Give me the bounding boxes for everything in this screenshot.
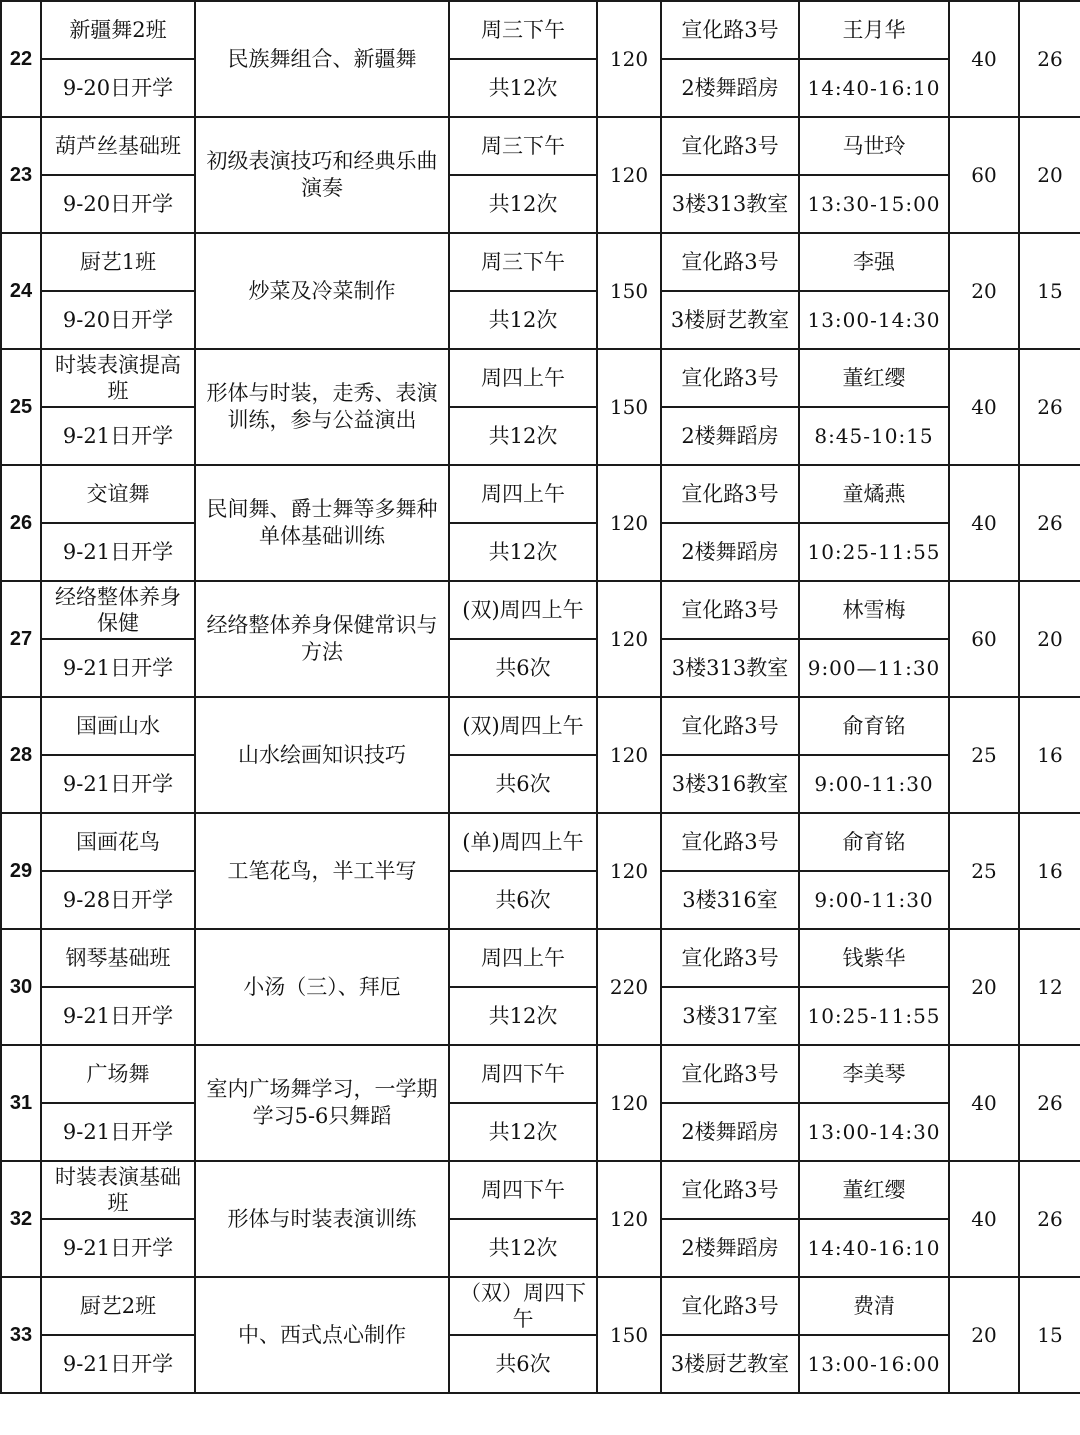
- course-number: 30: [1, 929, 41, 1045]
- course-room: 3楼313教室: [661, 639, 799, 697]
- course-fee: 150: [597, 1277, 661, 1393]
- course-schedule: (双)周四上午: [449, 697, 597, 755]
- table-row: [1, 1219, 1080, 1277]
- course-start-date: 9-21日开学: [41, 639, 195, 697]
- course-time: 8:45-10:15: [799, 407, 949, 465]
- course-schedule: 周三下午: [449, 233, 597, 291]
- course-sessions: 共12次: [449, 59, 597, 117]
- course-place: 宣化路3号: [661, 1277, 799, 1335]
- table-row: [1, 407, 1080, 465]
- course-fee: 120: [597, 581, 661, 697]
- course-room: 3楼厨艺教室: [661, 291, 799, 349]
- course-name: 国画山水: [41, 697, 195, 755]
- course-time: 9:00—11:30: [799, 639, 949, 697]
- course-name: 广场舞: [41, 1045, 195, 1103]
- course-time: 13:30-15:00: [799, 175, 949, 233]
- course-fee: 120: [597, 117, 661, 233]
- course-content: 炒菜及冷菜制作: [195, 233, 449, 349]
- course-start-date: 9-21日开学: [41, 755, 195, 813]
- course-name: 厨艺1班: [41, 233, 195, 291]
- table-row: [1, 1161, 1080, 1219]
- course-sessions: 共12次: [449, 407, 597, 465]
- course-teacher: 林雪梅: [799, 581, 949, 639]
- course-capacity: 60: [949, 117, 1019, 233]
- course-content: 民间舞、爵士舞等多舞种单体基础训练: [195, 465, 449, 581]
- course-number: 23: [1, 117, 41, 233]
- course-count: 16: [1019, 697, 1080, 813]
- course-name: 经络整体养身保健: [41, 581, 195, 639]
- course-time: 9:00-11:30: [799, 755, 949, 813]
- course-number: 28: [1, 697, 41, 813]
- course-schedule: 周三下午: [449, 1, 597, 59]
- course-teacher: 马世玲: [799, 117, 949, 175]
- course-count: 12: [1019, 929, 1080, 1045]
- course-name: 交谊舞: [41, 465, 195, 523]
- course-content: 形体与时装表演训练: [195, 1161, 449, 1277]
- table-row: [1, 871, 1080, 929]
- course-room: 2楼舞蹈房: [661, 59, 799, 117]
- course-room: 2楼舞蹈房: [661, 407, 799, 465]
- course-count: 15: [1019, 1277, 1080, 1393]
- table-row: [1, 755, 1080, 813]
- course-place: 宣化路3号: [661, 929, 799, 987]
- table-row: [1, 59, 1080, 117]
- course-count: 26: [1019, 349, 1080, 465]
- course-teacher: 王月华: [799, 1, 949, 59]
- course-content: 形体与时装，走秀、表演训练，参与公益演出: [195, 349, 449, 465]
- course-time: 13:00-16:00: [799, 1335, 949, 1393]
- course-count: 26: [1019, 465, 1080, 581]
- course-number: 27: [1, 581, 41, 697]
- table-row: [1, 523, 1080, 581]
- course-start-date: 9-20日开学: [41, 175, 195, 233]
- course-number: 25: [1, 349, 41, 465]
- course-fee: 150: [597, 233, 661, 349]
- course-place: 宣化路3号: [661, 1161, 799, 1219]
- table-row: [1, 639, 1080, 697]
- course-start-date: 9-21日开学: [41, 523, 195, 581]
- course-start-date: 9-21日开学: [41, 1335, 195, 1393]
- course-sessions: 共12次: [449, 291, 597, 349]
- course-teacher: 俞育铭: [799, 813, 949, 871]
- course-number: 29: [1, 813, 41, 929]
- course-fee: 120: [597, 1045, 661, 1161]
- course-sessions: 共6次: [449, 871, 597, 929]
- table-row: [1, 349, 1080, 407]
- course-teacher: 董红缨: [799, 1161, 949, 1219]
- course-content: 中、西式点心制作: [195, 1277, 449, 1393]
- course-start-date: 9-21日开学: [41, 987, 195, 1045]
- course-number: 32: [1, 1161, 41, 1277]
- course-fee: 120: [597, 465, 661, 581]
- course-capacity: 20: [949, 233, 1019, 349]
- table-row: [1, 697, 1080, 755]
- course-capacity: 40: [949, 349, 1019, 465]
- course-name: 时装表演提高班: [41, 349, 195, 407]
- course-count: 26: [1019, 1161, 1080, 1277]
- course-schedule: 周四下午: [449, 1161, 597, 1219]
- table-row: [1, 1045, 1080, 1103]
- course-time: 14:40-16:10: [799, 59, 949, 117]
- course-fee: 120: [597, 697, 661, 813]
- course-schedule: 周四上午: [449, 465, 597, 523]
- course-place: 宣化路3号: [661, 697, 799, 755]
- table-row: [1, 1, 1080, 59]
- course-teacher: 董红缨: [799, 349, 949, 407]
- course-room: 3楼厨艺教室: [661, 1335, 799, 1393]
- course-place: 宣化路3号: [661, 581, 799, 639]
- course-number: 31: [1, 1045, 41, 1161]
- course-schedule: (单)周四上午: [449, 813, 597, 871]
- table-row: [1, 813, 1080, 871]
- course-start-date: 9-21日开学: [41, 407, 195, 465]
- course-capacity: 25: [949, 697, 1019, 813]
- course-sessions: 共12次: [449, 987, 597, 1045]
- course-sessions: 共12次: [449, 523, 597, 581]
- course-fee: 120: [597, 1161, 661, 1277]
- table-row: [1, 987, 1080, 1045]
- course-capacity: 20: [949, 1277, 1019, 1393]
- course-capacity: 60: [949, 581, 1019, 697]
- table-row: [1, 175, 1080, 233]
- course-fee: 120: [597, 813, 661, 929]
- course-content: 民族舞组合、新疆舞: [195, 1, 449, 117]
- course-schedule: 周四上午: [449, 929, 597, 987]
- course-start-date: 9-20日开学: [41, 291, 195, 349]
- course-number: 22: [1, 1, 41, 117]
- course-sessions: 共6次: [449, 755, 597, 813]
- course-time: 13:00-14:30: [799, 291, 949, 349]
- course-schedule: (双)周四上午: [449, 581, 597, 639]
- course-content: 初级表演技巧和经典乐曲演奏: [195, 117, 449, 233]
- course-capacity: 25: [949, 813, 1019, 929]
- course-start-date: 9-20日开学: [41, 59, 195, 117]
- course-name: 时装表演基础班: [41, 1161, 195, 1219]
- course-room: 3楼313教室: [661, 175, 799, 233]
- course-place: 宣化路3号: [661, 813, 799, 871]
- course-name: 钢琴基础班: [41, 929, 195, 987]
- course-teacher: 费清: [799, 1277, 949, 1335]
- course-number: 24: [1, 233, 41, 349]
- course-capacity: 40: [949, 1, 1019, 117]
- course-capacity: 20: [949, 929, 1019, 1045]
- course-room: 2楼舞蹈房: [661, 1219, 799, 1277]
- course-capacity: 40: [949, 1161, 1019, 1277]
- course-time: 14:40-16:10: [799, 1219, 949, 1277]
- course-fee: 120: [597, 1, 661, 117]
- course-time: 13:00-14:30: [799, 1103, 949, 1161]
- course-content: 山水绘画知识技巧: [195, 697, 449, 813]
- course-place: 宣化路3号: [661, 1, 799, 59]
- course-name: 葫芦丝基础班: [41, 117, 195, 175]
- course-number: 26: [1, 465, 41, 581]
- course-name: 国画花鸟: [41, 813, 195, 871]
- course-place: 宣化路3号: [661, 233, 799, 291]
- course-sessions: 共6次: [449, 639, 597, 697]
- course-time: 10:25-11:55: [799, 523, 949, 581]
- course-room: 3楼316教室: [661, 755, 799, 813]
- course-place: 宣化路3号: [661, 349, 799, 407]
- table-row: [1, 117, 1080, 175]
- course-schedule: 周四上午: [449, 349, 597, 407]
- table-row: [1, 929, 1080, 987]
- course-teacher: 钱紫华: [799, 929, 949, 987]
- table-row: [1, 1103, 1080, 1161]
- course-place: 宣化路3号: [661, 117, 799, 175]
- course-content: 经络整体养身保健常识与方法: [195, 581, 449, 697]
- course-count: 20: [1019, 117, 1080, 233]
- course-teacher: 俞育铭: [799, 697, 949, 755]
- course-schedule: （双）周四下午: [449, 1277, 597, 1335]
- course-name: 厨艺2班: [41, 1277, 195, 1335]
- course-place: 宣化路3号: [661, 1045, 799, 1103]
- course-schedule: 周四下午: [449, 1045, 597, 1103]
- course-name: 新疆舞2班: [41, 1, 195, 59]
- course-start-date: 9-28日开学: [41, 871, 195, 929]
- course-fee: 150: [597, 349, 661, 465]
- course-start-date: 9-21日开学: [41, 1103, 195, 1161]
- course-room: 3楼316室: [661, 871, 799, 929]
- table-row: [1, 291, 1080, 349]
- course-teacher: 李美琴: [799, 1045, 949, 1103]
- course-table-body: [1, 1, 1080, 1393]
- course-schedule: 周三下午: [449, 117, 597, 175]
- course-count: 16: [1019, 813, 1080, 929]
- course-count: 15: [1019, 233, 1080, 349]
- course-content: 小汤（三）、拜厄: [195, 929, 449, 1045]
- table-row: [1, 233, 1080, 291]
- course-room: 3楼317室: [661, 987, 799, 1045]
- course-content: 室内广场舞学习，一学期学习5-6只舞蹈: [195, 1045, 449, 1161]
- table-row: [1, 1335, 1080, 1393]
- course-number: 33: [1, 1277, 41, 1393]
- course-time: 9:00-11:30: [799, 871, 949, 929]
- course-sessions: 共6次: [449, 1335, 597, 1393]
- course-room: 2楼舞蹈房: [661, 523, 799, 581]
- course-teacher: 童燏燕: [799, 465, 949, 523]
- course-capacity: 40: [949, 465, 1019, 581]
- table-row: [1, 1277, 1080, 1335]
- course-teacher: 李强: [799, 233, 949, 291]
- course-time: 10:25-11:55: [799, 987, 949, 1045]
- course-content: 工笔花鸟，半工半写: [195, 813, 449, 929]
- course-fee: 220: [597, 929, 661, 1045]
- table-row: [1, 581, 1080, 639]
- table-row: [1, 465, 1080, 523]
- course-room: 2楼舞蹈房: [661, 1103, 799, 1161]
- course-sessions: 共12次: [449, 175, 597, 233]
- course-sessions: 共12次: [449, 1103, 597, 1161]
- course-start-date: 9-21日开学: [41, 1219, 195, 1277]
- course-count: 20: [1019, 581, 1080, 697]
- course-count: 26: [1019, 1, 1080, 117]
- course-place: 宣化路3号: [661, 465, 799, 523]
- course-capacity: 40: [949, 1045, 1019, 1161]
- course-sessions: 共12次: [449, 1219, 597, 1277]
- course-count: 26: [1019, 1045, 1080, 1161]
